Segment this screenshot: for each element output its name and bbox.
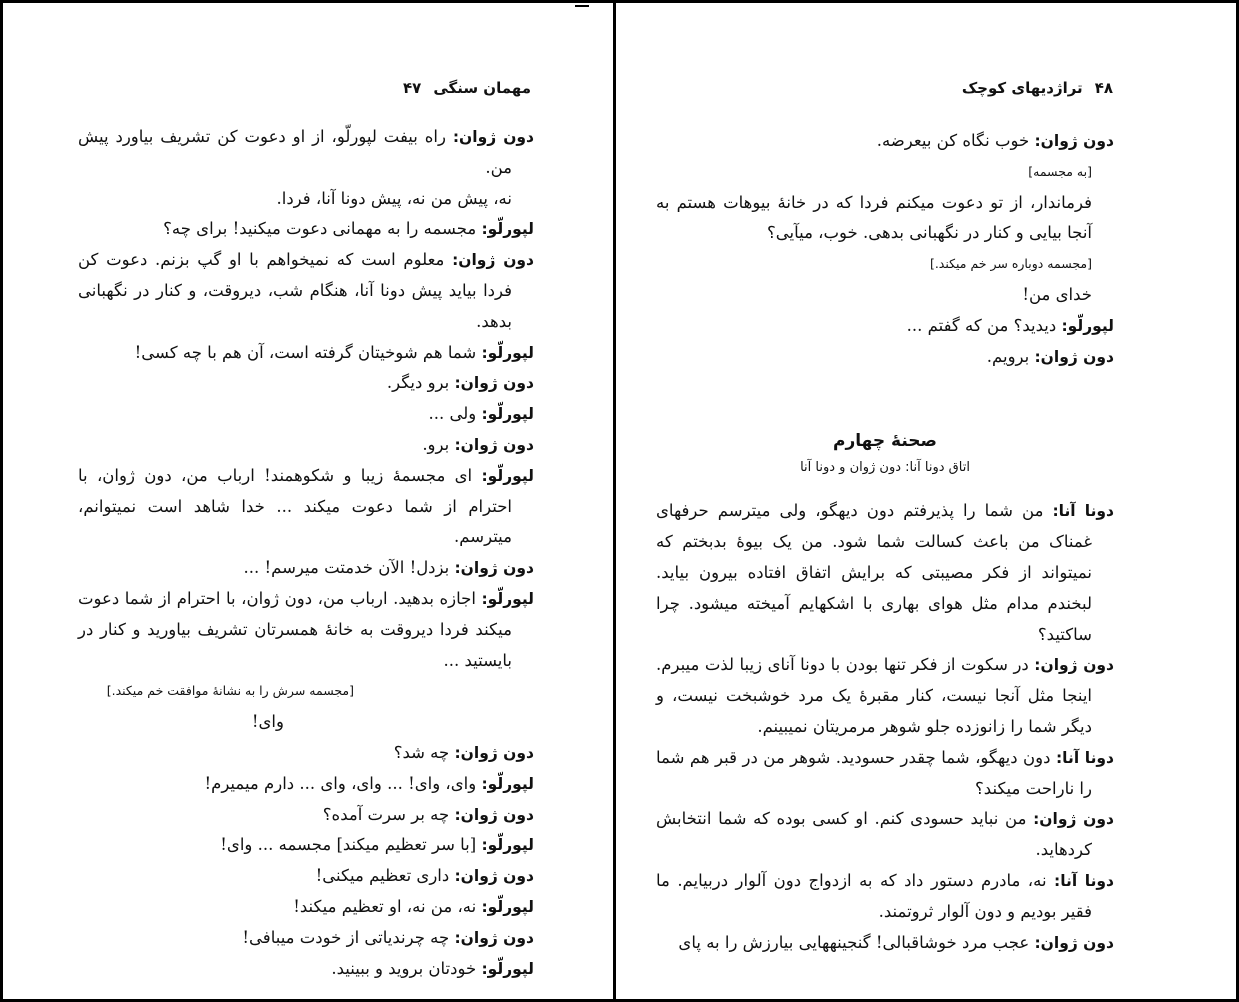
dialogue-line: فرماندار، از تو دعوت میکنم فردا که در خانهٔ بیوهات هستم به آنجا بیایی و کنار در نگهبانی بدهی. خوب، میآیی؟ xyxy=(656,192,1092,243)
speaker-name: دون ژوان: xyxy=(452,251,535,270)
dialogue-line xyxy=(78,368,534,399)
speaker-name: دون ژوان: xyxy=(1033,810,1114,829)
dialogue-line xyxy=(78,769,534,800)
dialogue-line xyxy=(656,866,1114,928)
speaker-name: دون ژوان: xyxy=(1034,347,1114,366)
dialogue-text: خودتان بروید و ببینید. xyxy=(331,958,477,978)
speaker-name: لپورلّو: xyxy=(481,774,534,793)
speaker-name: دونا آنا: xyxy=(1055,748,1114,767)
dialogue-line xyxy=(78,122,534,184)
dialogue-text: من شما را پذیرفتم دون دیهگو، ولی میترسم حرفهای غمناک من باعث کسالت شما شود. من یک بیوهٔ بدبختم که نمیتواند از فکر مصیبتی که برایش اتفاق افتاده بیرون بیاید. لبخندم مدام مثل هوای بهاری با اشکهایم آمیخته میشود. چرا ساکتید؟ xyxy=(656,501,1092,644)
dialogue-text: ولی ... xyxy=(428,404,477,424)
dialogue-line xyxy=(656,311,1114,342)
right-page-title: تراژدیهای کوچک xyxy=(961,79,1083,97)
speaker-name: لپورلّو: xyxy=(481,466,534,485)
dialogue-text: بزدل! الآن خدمتت میرسم! ... xyxy=(243,558,450,578)
dialogue-line xyxy=(78,399,534,430)
dialogue-text: برو. xyxy=(422,434,450,454)
dialogue-line xyxy=(656,342,1114,373)
speaker-name: لپورلّو: xyxy=(481,589,534,608)
right-page-number: ۴۸ xyxy=(1094,79,1113,97)
speaker-name: دون ژوان: xyxy=(454,374,534,393)
dialogue-line xyxy=(78,430,534,461)
speaker-name: دون ژوان: xyxy=(454,559,534,578)
left-page-body xyxy=(78,122,534,984)
left-page xyxy=(0,0,613,1002)
dialogue-text: دیدید؟ من که گفتم ... xyxy=(906,315,1057,335)
speaker-name: دون ژوان: xyxy=(454,743,534,762)
dialogue-text: چه چرندیاتی از خودت میبافی! xyxy=(242,927,450,947)
speaker-name: لپورلّو: xyxy=(1061,316,1114,335)
left-page-title: مهمان سنگی xyxy=(433,79,531,97)
dialogue-line xyxy=(656,928,1114,959)
dialogue-text: اجازه بدهید. ارباب من، دون ژوان، با احترام از شما دعوت میکند فردا دیروقت به خانهٔ همسرتان تشریف بیاورید و کنار در بایستید ... xyxy=(78,588,512,670)
speaker-name: دون ژوان: xyxy=(1034,132,1114,150)
speaker-name: لپورلّو: xyxy=(481,220,534,239)
exclamation-line: وای! xyxy=(251,712,284,732)
dialogue-line xyxy=(78,800,534,831)
speaker-name: لپورلّو: xyxy=(481,836,534,855)
speaker-name: دونا آنا: xyxy=(1054,871,1114,890)
dialogue-line xyxy=(78,584,534,676)
speaker-name: دون ژوان: xyxy=(454,867,534,886)
dialogue-text: [با سر تعظیم میکند] مجسمه ... وای! xyxy=(220,835,477,855)
speaker-name: دون ژوان: xyxy=(454,805,534,824)
dialogue-line xyxy=(78,738,534,769)
dialogue-text: وای، وای! ... وای، وای ... دارم میمیرم! xyxy=(204,773,477,793)
dialogue-line xyxy=(78,923,534,954)
speaker-name: دون ژوان: xyxy=(454,928,534,947)
dialogue-text: خوب نگاه کن بیعرضه. xyxy=(876,131,1030,150)
dialogue-text: برو دیگر. xyxy=(386,373,450,393)
stage-direction: [به مجسمه] xyxy=(1028,163,1092,179)
dialogue-line xyxy=(656,650,1114,742)
dialogue-text: در سکوت از فکر تنها بودن با دونا آنای زیبا لذت میبرم. اینجا مثل آنجا نیست، کنار مقبرهٔ یک مرد خوشبخت نیست، و دیگر شما را زانوزده جلو شوهر مرمریتان نمیبینم. xyxy=(656,655,1092,736)
dialogue-line xyxy=(78,954,534,985)
dialogue-text: راه بیفت لپورلّو، از او دعوت کن تشریف بیاورد پیش من. xyxy=(78,127,512,177)
spacer xyxy=(656,372,1114,426)
dialogue-line xyxy=(78,861,534,892)
speaker-name: لپورلّو: xyxy=(481,343,534,362)
dialogue-text: عجب مرد خوشاقبالی! گنجینههایی بیارزش را به پای xyxy=(678,932,1030,952)
stage-direction: [مجسمه سرش را به نشانهٔ موافقت خم میکند.] xyxy=(106,683,354,699)
dialogue-text: مجسمه را به مهمانی دعوت میکنید! برای چه؟ xyxy=(163,219,477,239)
speaker-name: دون ژوان: xyxy=(452,128,535,146)
dialogue-text: برویم. xyxy=(986,346,1030,366)
dialogue-line xyxy=(656,126,1114,157)
dialogue-line xyxy=(78,553,534,584)
dialogue-line xyxy=(656,804,1114,866)
dialogue-line: خدای من! xyxy=(1022,284,1092,304)
stage-direction: [مجسمه دوباره سر خم میکند.] xyxy=(929,256,1092,272)
dialogue-text: ای مجسمهٔ زیبا و شکوهمند! ارباب من، دون ژوان، با احترام از شما دعوت میکند ... خدا شاهد است نمیتوانم، میترسم. xyxy=(78,465,512,547)
speaker-name: دونا آنا: xyxy=(1052,502,1115,521)
dialogue-text: دون دیهگو، شما چقدر حسودید. شوهر من در قبر هم شما را ناراحت میکند؟ xyxy=(656,747,1092,798)
speaker-name: دون ژوان: xyxy=(1034,933,1114,952)
dialogue-text: داری تعظیم میکنی! xyxy=(315,866,450,886)
speaker-name: لپورلّو: xyxy=(481,959,534,978)
dialogue-text: معلوم است که نمیخواهم با او گپ بزنم. دعوت کن فردا بیاید پیش دونا آنا، هنگام شب، دیروقت، و کنار در نگهبانی بدهد. xyxy=(78,250,512,331)
scene-title: صحنهٔ چهارم xyxy=(833,431,937,452)
speaker-name: لپورلّو: xyxy=(481,897,534,916)
spacer xyxy=(656,480,1114,496)
speaker-name: لپورلّو: xyxy=(481,405,534,424)
dialogue-line xyxy=(78,214,534,245)
dialogue-text: چه شد؟ xyxy=(393,742,450,762)
dialogue-line xyxy=(656,496,1114,650)
right-page-header xyxy=(656,76,1113,100)
dialogue-line xyxy=(78,892,534,923)
scene-subtitle: اتاق دونا آنا: دون ژوان و دونا آنا xyxy=(800,460,970,476)
left-page-header xyxy=(80,76,531,100)
dialogue-text: شما هم شوخیتان گرفته است، آن هم با چه کسی! xyxy=(134,342,477,362)
left-page-number: ۴۷ xyxy=(403,79,422,97)
dialogue-line xyxy=(78,245,534,337)
dialogue-text: نه، مادرم دستور داد که به ازدواج دون آلوار دربیایم. ما فقیر بودیم و دون آلوار ثروتمند. xyxy=(656,870,1092,921)
speaker-name: دون ژوان: xyxy=(1034,656,1115,675)
dialogue-text: من نباید حسودی کنم. او کسی بوده که شما انتخابش کردهاید. xyxy=(656,809,1092,860)
dialogue-text: نه، من نه، او تعظیم میکند! xyxy=(293,896,477,916)
dialogue-line xyxy=(78,830,534,861)
right-page-body xyxy=(656,126,1114,958)
dialogue-text: چه بر سرت آمده؟ xyxy=(322,804,450,824)
dialogue-line: نه، پیش من نه، پیش دونا آنا، فردا. xyxy=(276,188,512,208)
dialogue-line xyxy=(78,461,534,553)
right-page xyxy=(616,0,1239,1002)
dialogue-line xyxy=(656,743,1114,805)
speaker-name: دون ژوان: xyxy=(454,435,534,454)
dialogue-line xyxy=(78,338,534,369)
